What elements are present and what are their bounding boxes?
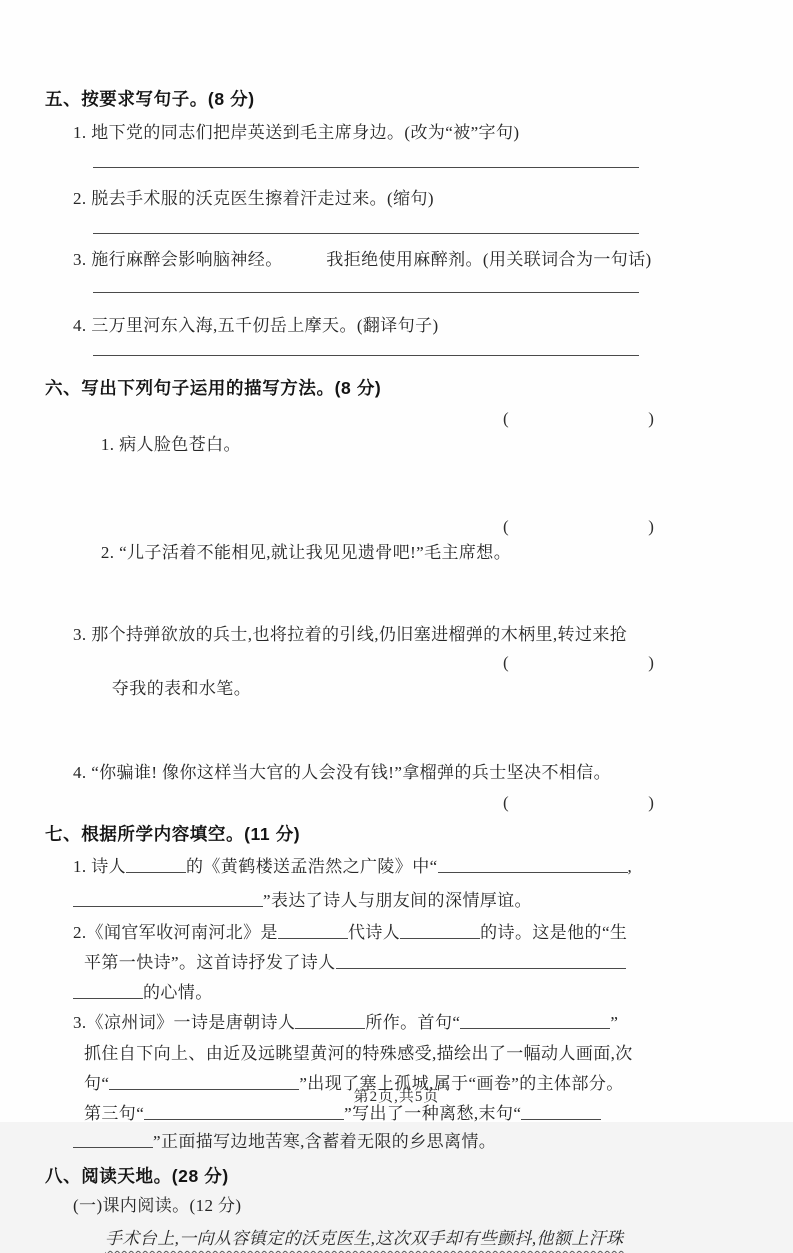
reading-passage	[0, 1225, 793, 1253]
section-8-sub-heading: (一)课内阅读。(12 分)	[73, 1196, 242, 1215]
question-6-1	[0, 406, 793, 510]
question-7-3-line2: 抓住自下向上、由近及远眺望黄河的特殊感受,描绘出了一幅动人画面,次	[84, 1044, 633, 1063]
answer-line-5-1	[93, 167, 639, 168]
reading-passage-text: 手术台上,一向从容镇定的沃克医生,这次双手却有些颤抖,他额上汗珠	[105, 1229, 624, 1248]
question-6-1-text: 1. 病人脸色苍白。	[100, 435, 241, 454]
section-6-heading: 六、写出下列句子运用的描写方法。(8 分)	[45, 378, 382, 398]
answer-line-5-3	[93, 292, 639, 293]
question-6-4: 4. “你骗谁! 像你这样当大官的人会没有钱!”拿榴弹的兵士坚决不相信。	[73, 763, 612, 782]
question-5-4: 4. 三万里河东入海,五千仞岳上摩天。(翻译句子)	[73, 316, 439, 335]
question-6-4-paren-row	[0, 790, 793, 816]
question-6-2-text: 2. “儿子活着不能相见,就让我见见遗骨吧!”毛主席想。	[100, 543, 512, 562]
answer-parens-6-4: ( )	[503, 793, 655, 812]
question-6-2	[0, 514, 793, 618]
question-5-2: 2. 脱去手术服的沃克医生擦着汗走过来。(缩句)	[73, 189, 434, 208]
question-6-3-line2-text: 夺我的表和水笔。	[111, 679, 252, 698]
answer-parens-6-3: ( )	[503, 653, 655, 672]
answer-line-5-2	[93, 233, 639, 234]
question-5-1: 1. 地下党的同志们把岸英送到毛主席身边。(改为“被”字句)	[73, 123, 520, 142]
question-7-2-line1: 2.《闻官军收河南河北》是 代诗人 的诗。这是他的“生	[73, 923, 628, 942]
answer-line-5-4	[93, 355, 639, 356]
section-7-heading: 七、根据所学内容填空。(11 分)	[45, 824, 301, 844]
question-7-3-line1: 3.《凉州词》一诗是唐朝诗人 所作。首句“ ”	[73, 1013, 619, 1032]
answer-parens-6-2: ( )	[503, 517, 655, 536]
page-footer: 第2页,共5页	[353, 1089, 440, 1105]
question-7-2-line3: 的心情。	[0, 980, 793, 1006]
question-5-3: 3. 施行麻醉会影响脑神经。 我拒绝使用麻醉剂。(用关联词合为一句话)	[73, 250, 652, 269]
section-5-heading: 五、按要求写句子。(8 分)	[45, 89, 255, 109]
question-7-1-line1: 1. 诗人 的《黄鹤楼送孟浩然之广陵》中“ ,	[73, 857, 633, 876]
question-6-3-line2	[0, 650, 793, 754]
question-6-3-line1: 3. 那个持弹欲放的兵士,也将拉着的引线,仍旧塞进榴弹的木柄里,转过来抢	[73, 625, 628, 644]
question-7-3-line3: 句“ ”出现了塞上孤城,属于“画卷”的主体部分。	[84, 1074, 624, 1093]
question-7-3-line5: ”正面描写边地苦寒,含蓄着无限的乡思离情。	[0, 1129, 793, 1155]
question-7-3-line4: 第三句“ ”写出了一种离愁,末句“	[0, 1101, 793, 1127]
question-7-1-line2: ”表达了诗人与朋友间的深情厚谊。	[0, 888, 793, 914]
answer-parens-6-1: ( )	[503, 409, 655, 428]
section-8-heading: 八、阅读天地。(28 分)	[45, 1166, 229, 1186]
question-7-2-line2: 平第一快诗”。这首诗抒发了诗人	[0, 950, 793, 976]
